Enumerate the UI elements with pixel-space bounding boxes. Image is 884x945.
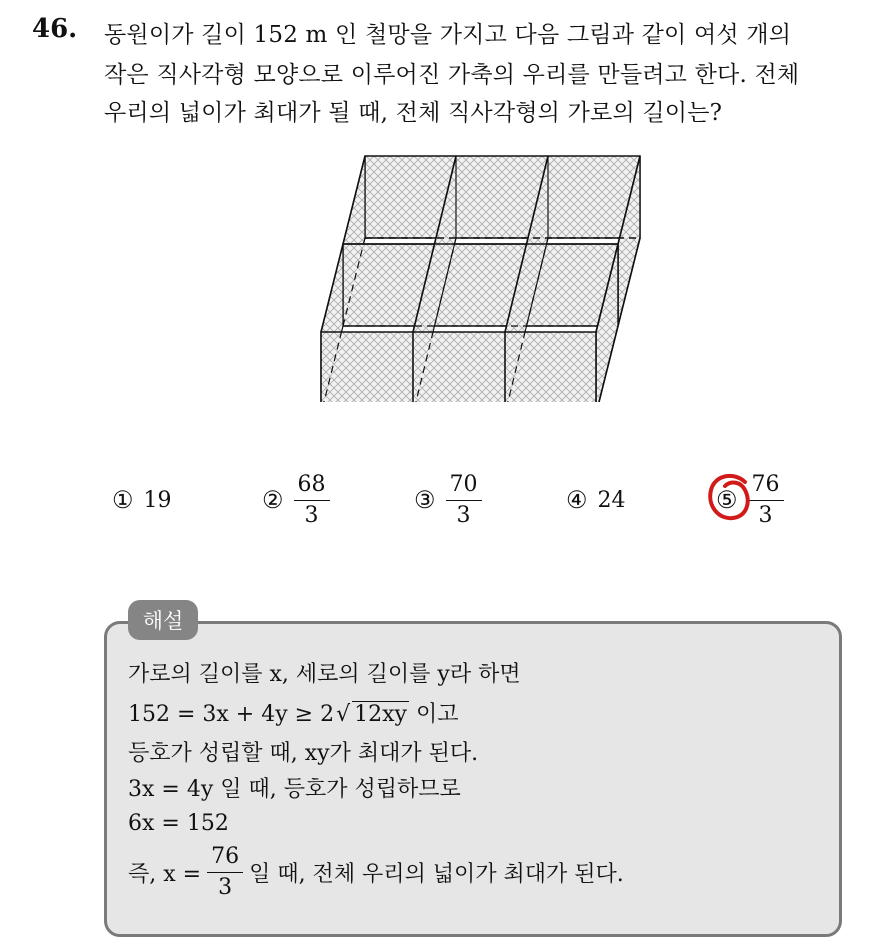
fraction-numerator: 70 bbox=[446, 474, 482, 501]
solution-text: 이고 bbox=[415, 702, 459, 727]
corral-diagram bbox=[318, 152, 648, 402]
fraction-numerator: 76 bbox=[748, 474, 784, 501]
solution-line-5: 6x = 152 bbox=[128, 811, 229, 836]
solution-fraction bbox=[207, 846, 243, 899]
answer-circle-mark bbox=[705, 470, 755, 526]
sqrt-radicand: 12xy bbox=[354, 702, 407, 727]
fraction-numerator: 76 bbox=[207, 846, 243, 873]
choice-2[interactable] bbox=[262, 468, 330, 532]
choice-marker: ③ bbox=[414, 486, 436, 514]
solution-line-2: 152 = 3x + 4y ≥ 2√ 12xy 이고 bbox=[128, 702, 459, 727]
choice-value: 19 bbox=[143, 487, 172, 513]
choice-3[interactable] bbox=[414, 468, 482, 532]
fraction-denominator: 3 bbox=[758, 502, 773, 528]
solution-line-3: 등호가 성립할 때, xy가 최대가 된다. bbox=[128, 741, 479, 766]
fraction-denominator: 3 bbox=[218, 875, 233, 900]
solution-text: 즉, x = bbox=[128, 862, 202, 887]
corral-figure bbox=[318, 152, 648, 406]
fraction-numerator: 68 bbox=[294, 474, 330, 501]
choice-4[interactable] bbox=[566, 468, 626, 532]
question-text-line-3: 우리의 넓이가 최대가 될 때, 전체 직사각형의 가로의 길이는? bbox=[104, 100, 723, 126]
solution-line-4: 3x = 4y 일 때, 등호가 성립하므로 bbox=[128, 777, 461, 802]
choice-1[interactable] bbox=[112, 468, 172, 532]
fraction-denominator: 3 bbox=[456, 502, 471, 528]
solution-equation: 152 = 3x + 4y ≥ 2 bbox=[128, 702, 335, 727]
solution-line-6 bbox=[128, 846, 624, 899]
choice-marker: ⑤ bbox=[716, 486, 738, 514]
fraction-denominator: 3 bbox=[304, 502, 319, 528]
question-text-line-2: 작은 직사각형 모양으로 이루어진 가축의 우리를 만들려고 한다. 전체 bbox=[104, 62, 800, 88]
question-text-line-1: 동원이가 길이 152 m 인 철망을 가지고 다음 그림과 같이 여섯 개의 bbox=[104, 22, 792, 48]
solution-text: 일 때, 전체 우리의 넓이가 최대가 된다. bbox=[249, 862, 624, 887]
choice-fraction bbox=[294, 471, 330, 528]
solution-tab: 해설 bbox=[128, 600, 198, 640]
choice-marker: ① bbox=[112, 486, 134, 514]
choice-fraction bbox=[446, 471, 482, 528]
question-number: 46. bbox=[32, 14, 78, 44]
choice-marker: ② bbox=[262, 486, 284, 514]
choice-value: 24 bbox=[597, 487, 626, 513]
solution-line-1: 가로의 길이를 x, 세로의 길이를 y라 하면 bbox=[128, 662, 521, 687]
choice-marker: ④ bbox=[566, 486, 588, 514]
